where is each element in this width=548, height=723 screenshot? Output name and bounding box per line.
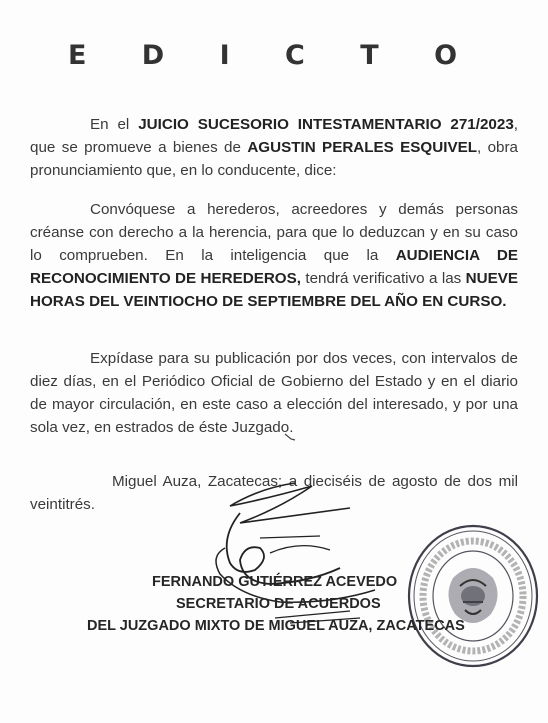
case-number: JUICIO SUCESORIO INTESTAMENTARIO 271/2023 xyxy=(138,116,514,133)
document-title: E D I C T O xyxy=(67,40,481,71)
convocation-text: Convóquese a herederos, acreedores y demás personas créanse con derecho a la herencia, para que lo deduzcan y en su caso lo comprueben. En la inteligencia que la xyxy=(30,201,518,264)
hearing-name: AUDIENCIA DE RECONOCIMIENTO DE HEREDEROS, xyxy=(30,247,518,287)
convocation-text-2: tendrá verificativo a las xyxy=(300,270,466,287)
publication-text: Expídase para su publicación por dos veces, con intervalos de diez días, en el Periódico Oficial de Gobierno del Estado y en el diario de mayor circulación, en este caso a elección del interesado, y por una sola vez, en estrados de éste Juzgado. xyxy=(30,350,518,436)
ink-mark-icon xyxy=(284,432,296,442)
paragraph-case xyxy=(30,113,518,182)
court-seal-icon xyxy=(405,522,541,670)
hearing-datetime: NUEVE HORAS DEL VEINTIOCHO DE SEPTIEMBRE DEL AÑO EN CURSO. xyxy=(30,270,518,310)
signer-name: FERNANDO GUTIÉRREZ ACEVEDO xyxy=(152,574,398,590)
decedent-name: AGUSTIN PERALES ESQUIVEL xyxy=(247,139,477,156)
case-mid: , que se promueve a bienes de xyxy=(30,116,518,156)
signer-court: DEL JUZGADO MIXTO DE MIGUEL AUZA, ZACATECAS xyxy=(87,618,465,634)
place-date-text: Miguel Auza, Zacatecas; a dieciséis de agosto de dos mil veintitrés. xyxy=(30,473,518,513)
paragraph-convocation xyxy=(30,198,518,313)
paragraph-publication xyxy=(30,347,518,439)
signer-role: SECRETARIO DE ACUERDOS xyxy=(176,596,381,612)
case-end: , obra pronunciamiento que, en lo conducente, dice: xyxy=(30,139,518,179)
case-intro: En el xyxy=(90,116,139,133)
